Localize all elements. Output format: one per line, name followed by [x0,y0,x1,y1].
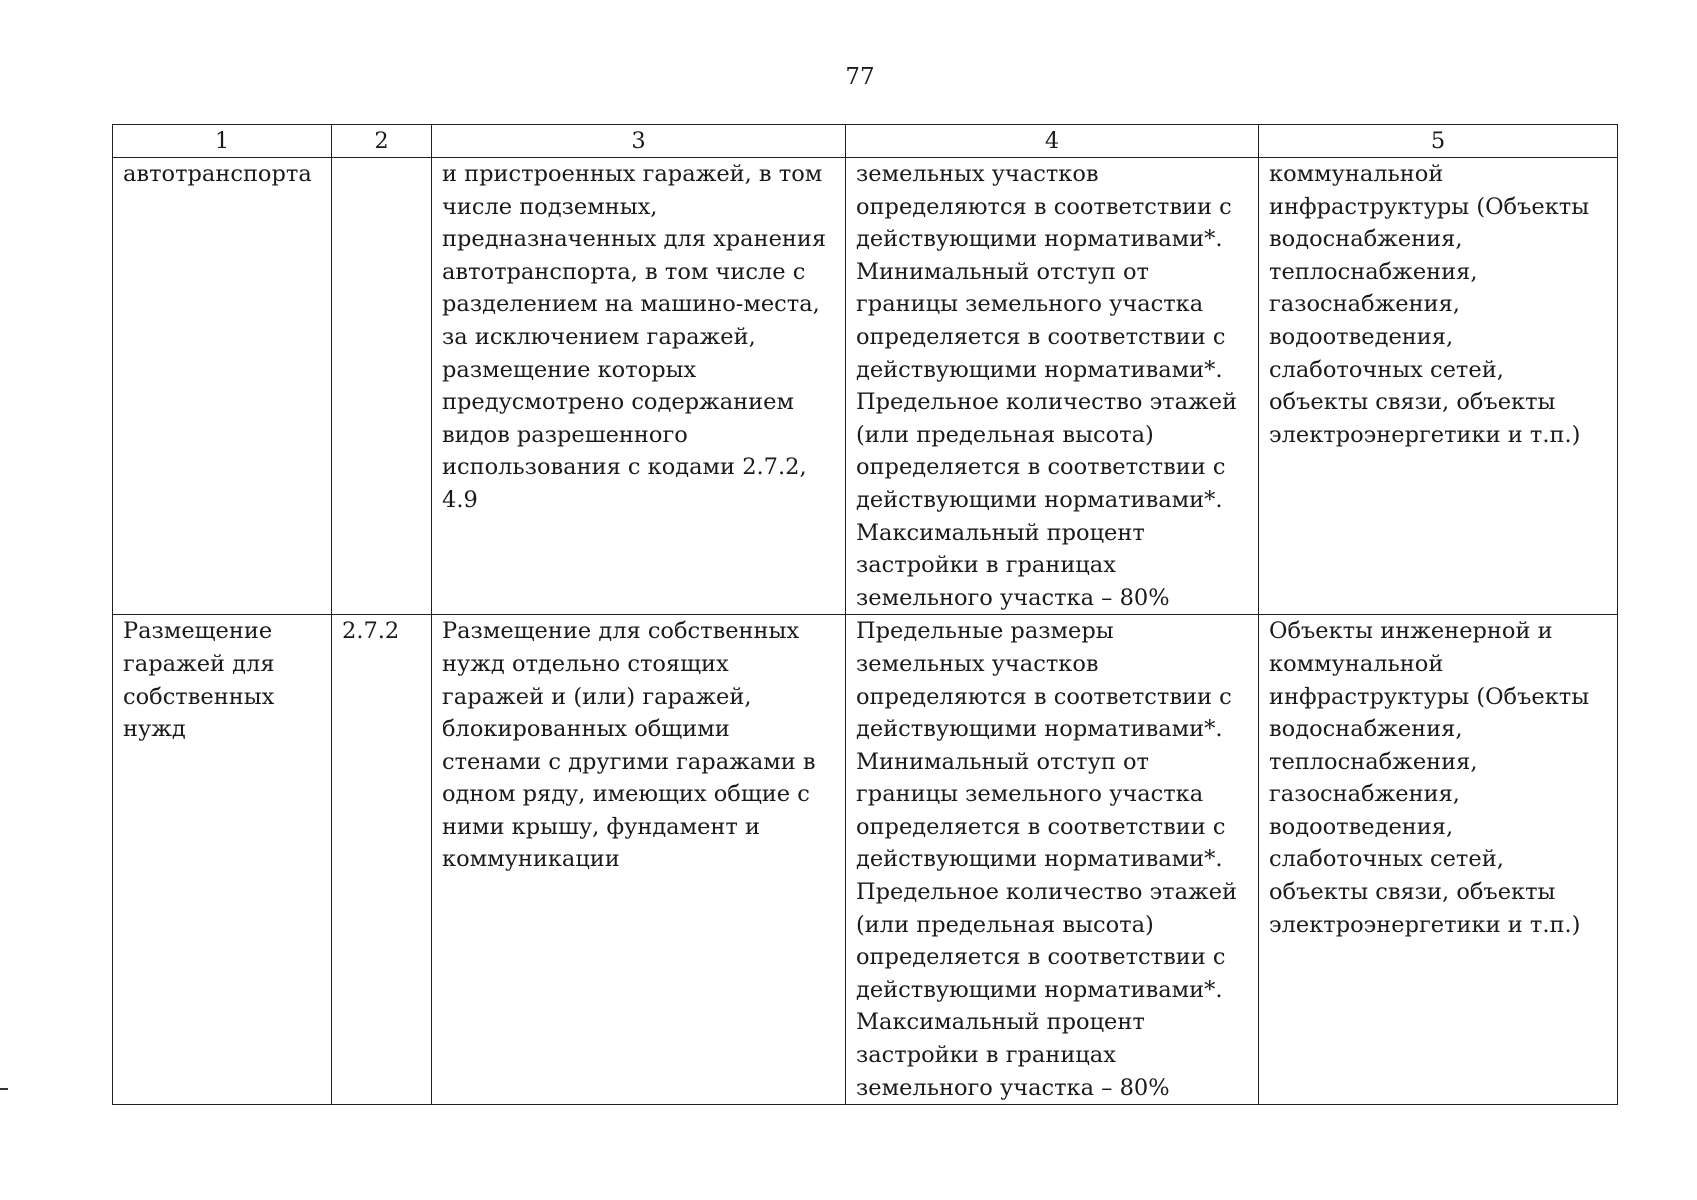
column-header: 3 [432,125,846,158]
table-cell [1259,158,1618,615]
margin-mark [0,1088,8,1090]
column-header: 2 [332,125,432,158]
table-row [113,158,1618,615]
use-type-code: 2.7.2 [342,618,400,645]
table-cell [113,158,332,615]
auxiliary-objects-text: коммунальной инфраструктуры (Объекты водоснабжения, теплоснабжения, газоснабжения, водоотведения, слаботочных сетей, объекты связи, объекты электроэнергетики и т.п.) [1269,161,1590,448]
table-cell [846,158,1259,615]
table-cell [332,158,432,615]
table-cell [432,615,846,1105]
table-row [113,615,1618,1105]
use-type-name: автотранспорта [123,161,312,187]
column-header: 1 [113,125,332,158]
auxiliary-objects-text: Объекты инженерной и коммунальной инфраструктуры (Объекты водоснабжения, теплоснабжения, газоснабжения, водоотведения, слаботочных сетей, объекты связи, объекты электроэнергетики и т.п.) [1269,618,1590,938]
column-header: 4 [846,125,1259,158]
table-cell [1259,615,1618,1105]
table-cell [432,158,846,615]
parameters-text: Предельные размеры земельных участков определяются в соответствии с действующими нормативами*. Минимальный отступ от границы земельного участка определяется в соответствии с действующими нормативами*. Предельное количество этажей (или предельная высота) определяется в соответствии с действующими нормативами*. Максимальный процент застройки в границах земельного участка – 80% [856,618,1238,1101]
use-type-name: Размещение гаражей для собственных нужд [123,618,275,743]
page-number: 77 [845,64,875,90]
table-cell [332,615,432,1105]
column-header: 5 [1259,125,1618,158]
parameters-text: земельных участков определяются в соответствии с действующими нормативами*. Минимальный отступ от границы земельного участка определяется в соответствии с действующими нормативами*. Предельное количество этажей (или предельная высота) определяется в соответствии с действующими нормативами*. Максимальный процент застройки в границах земельного участка – 80% [856,161,1238,611]
use-type-description: Размещение для собственных нужд отдельно стоящих гаражей и (или) гаражей, блокированных общими стенами с другими гаражами в одном ряду, имеющих общие с ними крышу, фундамент и коммуникации [442,618,816,873]
table-cell [113,615,332,1105]
table-cell [846,615,1259,1105]
use-type-description: и пристроенных гаражей, в том числе подземных, предназначенных для хранения автотранспорта, в том числе с разделением на машино-места, за исключением гаражей, размещение которых предусмотрено содержанием видов разрешенного использования с кодами 2.7.2, 4.9 [442,161,827,513]
table-header-row [113,125,1618,158]
land-use-table [112,124,1618,1105]
